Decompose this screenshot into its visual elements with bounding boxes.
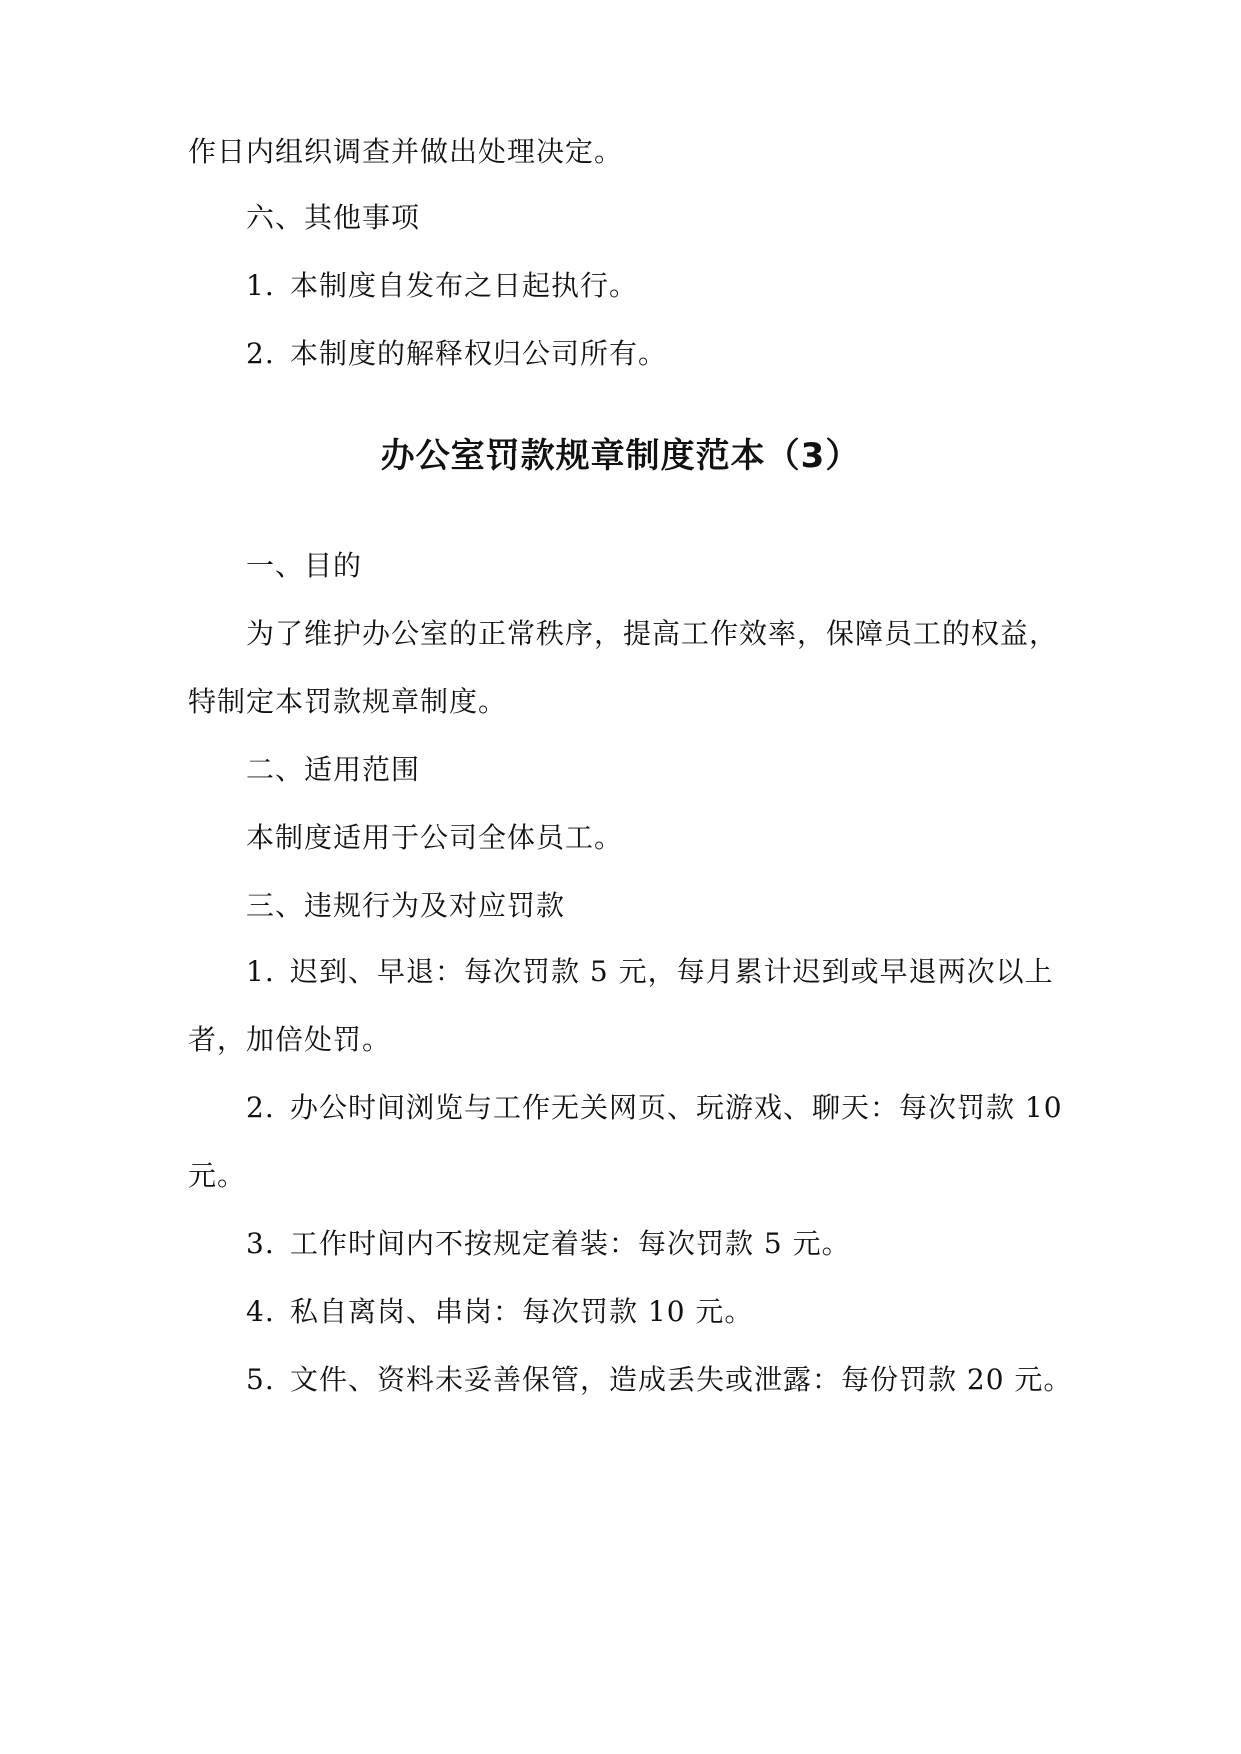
rule-item [246,1088,1126,1128]
rule-text: 私自离岗、串岗：每次罚款 10 元。 [290,1295,754,1328]
list-item-text: 本制度的解释权归公司所有。 [290,337,668,370]
rule-continuation: 者，加倍处罚。 [188,1023,392,1056]
rule-number: 3. [246,1227,275,1260]
rule-text: 工作时间内不按规定着装：每次罚款 5 元。 [290,1227,851,1260]
list-item [246,266,1126,306]
list-item-number: 2. [246,337,275,370]
rule-number: 4. [246,1295,275,1328]
rule-text: 迟到、早退：每次罚款 5 元，每月累计迟到或早退两次以上 [290,955,1054,988]
section-heading-violations: 三、违规行为及对应罚款 [246,889,566,922]
list-item [246,334,1126,374]
rule-text: 办公时间浏览与工作无关网页、玩游戏、聊天：每次罚款 10 [290,1091,1063,1124]
section-heading-purpose: 一、目的 [246,549,363,582]
rule-item [246,1224,1126,1264]
rule-number: 5. [246,1363,275,1396]
section-heading-other: 六、其他事项 [246,201,421,234]
rule-text: 文件、资料未妥善保管，造成丢失或泄露：每份罚款 20 元。 [290,1363,1073,1396]
continuation-text: 作日内组织调查并做出处理决定。 [188,135,624,168]
rule-item [246,1360,1126,1400]
rule-item [246,1292,1126,1332]
paragraph-scope: 本制度适用于公司全体员工。 [246,821,624,854]
list-item-number: 1. [246,269,275,302]
paragraph-purpose-line2: 特制定本罚款规章制度。 [188,685,508,718]
section-heading-scope: 二、适用范围 [246,753,421,786]
rule-item [246,952,1126,992]
rule-number: 2. [246,1091,275,1124]
rule-number: 1. [246,955,275,988]
paragraph-purpose-line1: 为了维护办公室的正常秩序，提高工作效率，保障员工的权益， [246,617,1059,650]
list-item-text: 本制度自发布之日起执行。 [290,269,639,302]
document-title: 办公室罚款规章制度范本（3） [380,436,861,476]
rule-continuation: 元。 [188,1159,247,1192]
